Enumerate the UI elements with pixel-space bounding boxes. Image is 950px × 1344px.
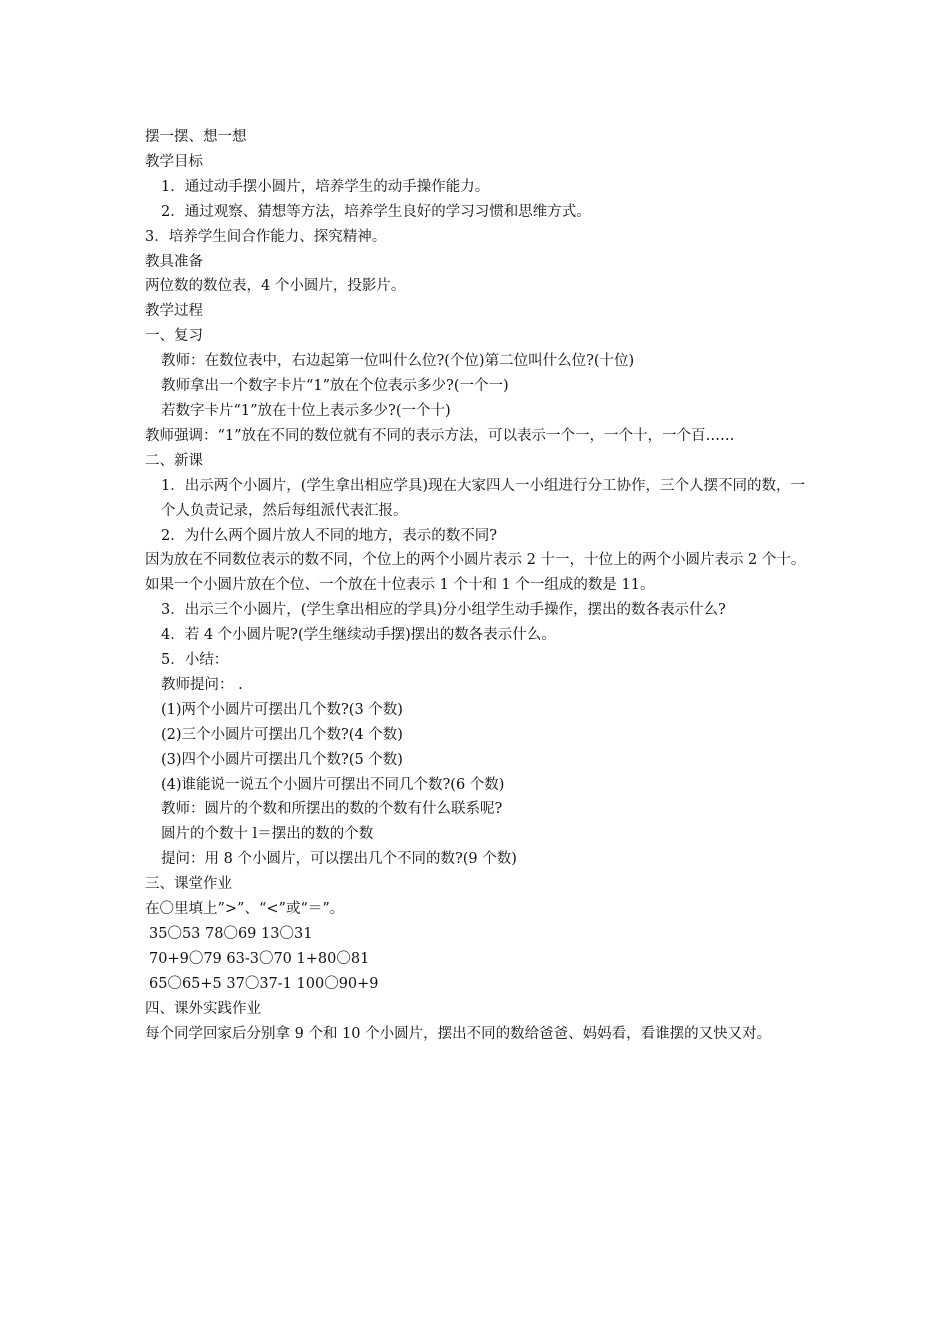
text-line: 2．通过观察、猜想等方法，培养学生良好的学习习惯和思维方式。	[161, 203, 591, 220]
text-line: 一、复习	[145, 328, 203, 345]
text-line: 3．培养学生间合作能力、探究精神。	[145, 228, 387, 245]
text-line: 圆片的个数十 l＝摆出的数的个数	[161, 826, 374, 843]
text-line: (3)四个小圆片可摆出几个数?(5 个数)	[161, 751, 403, 768]
text-line: 摆一摆、想一想	[145, 129, 247, 145]
text-line: 70+9〇79 63-3〇70 1+80〇81	[149, 950, 370, 967]
text-line: 35〇53 78〇69 13〇31	[149, 926, 313, 942]
text-line: 四、课外实践作业	[145, 1000, 261, 1017]
text-line: 提问：用 8 个小圆片，可以摆出几个不同的数?(9 个数)	[161, 851, 517, 868]
text-line: 教师：圆片的个数和所摆出的数的个数有什么联系呢?	[161, 801, 503, 818]
text-line: 教师提问： .	[161, 676, 243, 693]
text-line: 教师拿出一个数字卡片“1”放在个位表示多少?(一个一)	[161, 378, 509, 395]
text-line: 65〇65+5 37〇37-1 100〇90+9	[149, 975, 379, 992]
text-line: 5．小结：	[161, 652, 229, 669]
text-line: 教具准备	[145, 253, 203, 270]
text-line: 因为放在不同数位表示的数不同，个位上的两个小圆片表示 2 十一，十位上的两个小圆片表示 2 个十。如果一个小圆片放在个位、一个放在十位表示 1 个十和 1 个一组成的数是 11。	[145, 552, 806, 594]
text-line: 3．出示三个小圆片，(学生拿出相应的学具)分小组学生动手操作，摆出的数各表示什么?	[161, 602, 726, 619]
text-line: 教学过程	[145, 303, 203, 320]
text-line: 4．若 4 个小圆片呢?(学生继续动手摆)摆出的数各表示什么。	[161, 627, 556, 644]
text-line: 三、课堂作业	[145, 876, 232, 893]
text-line: 2．为什么两个圆片放人不同的地方，表示的数不同?	[161, 527, 497, 544]
text-line: 教师：在数位表中，右边起第一位叫什么位?(个位)第二位叫什么位?(十位)	[161, 353, 635, 370]
text-line: (1)两个小圆片可摆出几个数?(3 个数)	[161, 701, 403, 718]
document-body	[145, 125, 813, 1047]
text-line: 若数字卡片“1”放在十位上表示多少?(一个十)	[161, 402, 451, 419]
text-line: 二、新课	[145, 452, 203, 469]
text-line: 1．出示两个小圆片，(学生拿出相应学具)现在大家四人一小组进行分工协作，三个人摆不同的数，一个人负责记录，然后每组派代表汇报。	[161, 477, 806, 519]
text-line: 在〇里填上”>”、“<”或“＝”。	[145, 901, 345, 918]
text-line: 教师强调：“1”放在不同的数位就有不同的表示方法，可以表示一个一，一个十，一个百……	[145, 427, 735, 444]
text-line: 1．通过动手摆小圆片，培养学生的动手操作能力。	[161, 178, 490, 195]
text-line: (4)谁能说一说五个小圆片可摆出不同几个数?(6 个数)	[161, 776, 505, 793]
text-line: 教学目标	[145, 153, 203, 170]
text-line: 两位数的数位表，4 个小圆片，投影片。	[145, 278, 406, 295]
text-line: 每个同学回家后分别拿 9 个和 10 个小圆片，摆出不同的数给爸爸、妈妈看，看谁摆的又快又对。	[145, 1025, 772, 1042]
text-line: (2)三个小圆片可摆出几个数?(4 个数)	[161, 726, 403, 743]
